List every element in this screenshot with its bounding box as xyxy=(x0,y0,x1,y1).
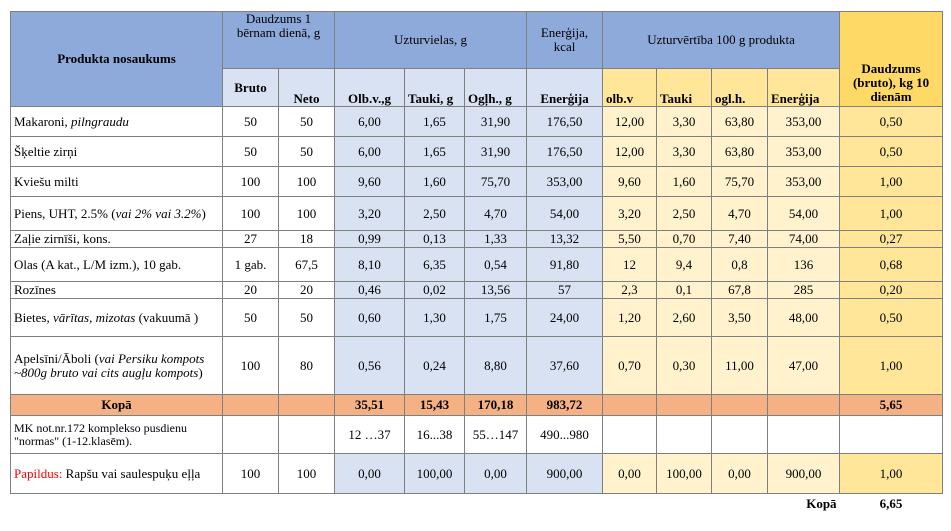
table-row xyxy=(11,167,943,197)
grand-total-value: 6,65 xyxy=(840,494,943,514)
cell-protein: 6,00 xyxy=(335,137,405,167)
cell-protein: 6,00 xyxy=(335,107,405,137)
header-energy-100g: Enerģija xyxy=(768,69,840,107)
table-row xyxy=(11,248,943,282)
cell-energy: 176,50 xyxy=(527,107,603,137)
header-protein-g: Olb.v.,g xyxy=(335,69,405,107)
total-carbs: 170,18 xyxy=(465,395,527,416)
cell-fat: 1,65 xyxy=(405,137,465,167)
product-name-cell xyxy=(11,137,223,167)
header-fat-g: Tauki, g xyxy=(405,69,465,107)
cell-carbs-100g: 7,40 xyxy=(712,231,768,248)
cell-carbs-100g: 63,80 xyxy=(712,137,768,167)
grand-total-label: Kopā xyxy=(768,494,840,514)
grand-total-row xyxy=(11,494,943,514)
extra-energy: 900,00 xyxy=(527,454,603,494)
cell-carbs: 31,90 xyxy=(465,107,527,137)
product-name-text: Šķeltie zirņi xyxy=(14,143,78,159)
norms-carbs: 55…147 xyxy=(465,416,527,454)
cell-fat: 6,35 xyxy=(405,248,465,282)
total-energy: 983,72 xyxy=(527,395,603,416)
norms-label: MK not.nr.172 komplekso pusdienu "normas" (1-12.klasēm). xyxy=(11,416,223,454)
nutrition-table xyxy=(10,11,943,514)
cell-energy: 13,32 xyxy=(527,231,603,248)
cell-quantity-10-days: 0,50 xyxy=(840,299,943,337)
cell-bruto: 1 gab. xyxy=(223,248,279,282)
cell-protein-100g: 1,20 xyxy=(603,299,657,337)
header-carbs-g: Ogļh., g xyxy=(465,69,527,107)
total-fat: 15,43 xyxy=(405,395,465,416)
cell-protein-100g: 12,00 xyxy=(603,137,657,167)
cell-protein: 0,46 xyxy=(335,282,405,299)
extra-fat-100g: 100,00 xyxy=(657,454,712,494)
header-nutrients: Uzturvielas, g xyxy=(335,12,527,69)
extra-protein-100g: 0,00 xyxy=(603,454,657,494)
extra-quantity: 1,00 xyxy=(840,454,943,494)
cell-fat-100g: 2,50 xyxy=(657,197,712,231)
cell-bruto: 50 xyxy=(223,299,279,337)
cell-energy: 176,50 xyxy=(527,137,603,167)
cell-protein-100g: 0,70 xyxy=(603,337,657,395)
product-name-cell xyxy=(11,248,223,282)
cell-fat-100g: 3,30 xyxy=(657,137,712,167)
cell-protein: 0,56 xyxy=(335,337,405,395)
product-name-text: Zaļie zirnīši, kons. xyxy=(14,231,111,246)
header-energy: Enerģija xyxy=(527,69,603,107)
product-rows xyxy=(11,107,943,395)
product-name-text: Olas (A kat., L/M izm.), 10 gab. xyxy=(14,256,182,272)
cell-carbs: 1,75 xyxy=(465,299,527,337)
cell-quantity-10-days: 0,50 xyxy=(840,137,943,167)
cell-quantity-10-days: 0,27 xyxy=(840,231,943,248)
cell-energy: 57 xyxy=(527,282,603,299)
cell-quantity-10-days: 0,20 xyxy=(840,282,943,299)
cell-protein: 0,60 xyxy=(335,299,405,337)
cell-energy: 37,60 xyxy=(527,337,603,395)
cell-quantity-10-days: 1,00 xyxy=(840,197,943,231)
cell-protein-100g: 2,3 xyxy=(603,282,657,299)
total-label: Kopā xyxy=(11,395,223,416)
product-name-cell xyxy=(11,197,223,231)
product-name-text: ) xyxy=(201,205,206,221)
cell-fat-100g: 9,4 xyxy=(657,248,712,282)
cell-carbs: 13,56 xyxy=(465,282,527,299)
product-name-cell xyxy=(11,231,223,248)
product-name-cell xyxy=(11,107,223,137)
cell-neto: 100 xyxy=(279,197,335,231)
cell-energy-100g: 54,00 xyxy=(768,197,840,231)
extra-fat: 100,00 xyxy=(405,454,465,494)
cell-energy-100g: 285 xyxy=(768,282,840,299)
cell-bruto: 50 xyxy=(223,107,279,137)
header-bruto: Bruto xyxy=(223,69,279,107)
product-name-text: Apelsīni/Āboli ( xyxy=(14,350,99,366)
product-name-cell xyxy=(11,167,223,197)
cell-fat: 0,13 xyxy=(405,231,465,248)
product-name-text: (vakuumā ) xyxy=(135,309,199,325)
cell-fat-100g: 1,60 xyxy=(657,167,712,197)
cell-neto: 50 xyxy=(279,107,335,137)
table-row xyxy=(11,337,943,395)
extra-prefix: Papildus: xyxy=(14,466,63,481)
cell-protein-100g: 5,50 xyxy=(603,231,657,248)
cell-bruto: 100 xyxy=(223,167,279,197)
norms-fat: 16...38 xyxy=(405,416,465,454)
extra-energy-100g: 900,00 xyxy=(768,454,840,494)
nutrition-table-container xyxy=(10,11,943,514)
cell-fat: 1,65 xyxy=(405,107,465,137)
cell-protein: 3,20 xyxy=(335,197,405,231)
cell-fat: 1,30 xyxy=(405,299,465,337)
cell-carbs-100g: 11,00 xyxy=(712,337,768,395)
cell-energy: 91,80 xyxy=(527,248,603,282)
extra-carbs: 0,00 xyxy=(465,454,527,494)
extra-carbs-100g: 0,00 xyxy=(712,454,768,494)
product-name-text: Piens, UHT, 2.5% ( xyxy=(14,205,116,221)
header-quantity-10-days: Daudzums (bruto), kg 10 dienām xyxy=(840,12,943,107)
cell-protein-100g: 12 xyxy=(603,248,657,282)
cell-bruto: 20 xyxy=(223,282,279,299)
total-quantity: 5,65 xyxy=(840,395,943,416)
table-row xyxy=(11,231,943,248)
cell-fat: 0,24 xyxy=(405,337,465,395)
cell-protein-100g: 3,20 xyxy=(603,197,657,231)
cell-energy-100g: 353,00 xyxy=(768,107,840,137)
norms-energy: 490...980 xyxy=(527,416,603,454)
cell-protein: 0,99 xyxy=(335,231,405,248)
header-protein-100g: olb.v xyxy=(603,69,657,107)
product-name-italic: pilngraudu xyxy=(71,113,129,129)
extra-product-name xyxy=(11,454,223,494)
cell-carbs: 1,33 xyxy=(465,231,527,248)
cell-carbs-100g: 75,70 xyxy=(712,167,768,197)
product-name-cell xyxy=(11,337,223,395)
cell-energy-100g: 48,00 xyxy=(768,299,840,337)
cell-energy-100g: 353,00 xyxy=(768,167,840,197)
cell-neto: 20 xyxy=(279,282,335,299)
cell-carbs: 8,80 xyxy=(465,337,527,395)
cell-bruto: 27 xyxy=(223,231,279,248)
product-name-text: ) xyxy=(198,364,203,380)
cell-energy-100g: 136 xyxy=(768,248,840,282)
cell-energy: 54,00 xyxy=(527,197,603,231)
extra-bruto: 100 xyxy=(223,454,279,494)
header-fat-100g: Tauki xyxy=(657,69,712,107)
cell-carbs: 4,70 xyxy=(465,197,527,231)
product-name-text: Bietes, xyxy=(14,309,53,325)
cell-quantity-10-days: 1,00 xyxy=(840,337,943,395)
cell-carbs: 75,70 xyxy=(465,167,527,197)
total-row xyxy=(11,395,943,416)
product-name-cell xyxy=(11,282,223,299)
product-name-italic: vārītas, mizotas xyxy=(53,309,136,325)
cell-energy: 353,00 xyxy=(527,167,603,197)
table-row xyxy=(11,107,943,137)
extra-row xyxy=(11,454,943,494)
table-row xyxy=(11,299,943,337)
cell-carbs-100g: 0,8 xyxy=(712,248,768,282)
cell-neto: 100 xyxy=(279,167,335,197)
product-name-text: Kviešu milti xyxy=(14,173,79,189)
cell-carbs: 0,54 xyxy=(465,248,527,282)
cell-neto: 80 xyxy=(279,337,335,395)
header-value-per-100g: Uzturvērtība 100 g produkta xyxy=(603,12,840,69)
table-row xyxy=(11,282,943,299)
product-name-italic: vai Persiku kompots ~800g bruto vai cits augļu kompots xyxy=(14,350,205,380)
cell-fat-100g: 0,70 xyxy=(657,231,712,248)
header-product-name: Produkta nosaukums xyxy=(11,12,223,107)
table-row xyxy=(11,137,943,167)
extra-name: Rapšu vai saulespuķu eļļa xyxy=(62,466,201,481)
cell-carbs-100g: 3,50 xyxy=(712,299,768,337)
product-name-text: Makaroni, xyxy=(14,113,72,129)
cell-quantity-10-days: 0,68 xyxy=(840,248,943,282)
header-neto: Neto xyxy=(279,69,335,107)
header-quantity-per-child: Daudzums 1 bērnam dienā, g xyxy=(223,12,335,69)
cell-carbs-100g: 63,80 xyxy=(712,107,768,137)
cell-protein-100g: 12,00 xyxy=(603,107,657,137)
cell-carbs-100g: 4,70 xyxy=(712,197,768,231)
cell-fat-100g: 3,30 xyxy=(657,107,712,137)
cell-bruto: 100 xyxy=(223,337,279,395)
cell-neto: 50 xyxy=(279,299,335,337)
cell-quantity-10-days: 1,00 xyxy=(840,167,943,197)
cell-quantity-10-days: 0,50 xyxy=(840,107,943,137)
cell-fat: 0,02 xyxy=(405,282,465,299)
cell-energy: 24,00 xyxy=(527,299,603,337)
cell-fat: 2,50 xyxy=(405,197,465,231)
cell-carbs-100g: 67,8 xyxy=(712,282,768,299)
norms-protein: 12 …37 xyxy=(335,416,405,454)
cell-bruto: 50 xyxy=(223,137,279,167)
product-name-italic: vai 2% vai 3.2% xyxy=(115,205,202,221)
cell-neto: 67,5 xyxy=(279,248,335,282)
header-energy-kcal: Enerģija, kcal xyxy=(527,12,603,69)
header-carbs-100g: ogl.h. xyxy=(712,69,768,107)
cell-fat-100g: 0,30 xyxy=(657,337,712,395)
cell-neto: 50 xyxy=(279,137,335,167)
cell-fat: 1,60 xyxy=(405,167,465,197)
norms-row xyxy=(11,416,943,454)
cell-protein: 8,10 xyxy=(335,248,405,282)
extra-neto: 100 xyxy=(279,454,335,494)
cell-energy-100g: 74,00 xyxy=(768,231,840,248)
cell-protein: 9,60 xyxy=(335,167,405,197)
cell-protein-100g: 9,60 xyxy=(603,167,657,197)
cell-fat-100g: 2,60 xyxy=(657,299,712,337)
product-name-text: Rozīnes xyxy=(14,282,56,297)
cell-bruto: 100 xyxy=(223,197,279,231)
table-row xyxy=(11,197,943,231)
cell-energy-100g: 353,00 xyxy=(768,137,840,167)
cell-energy-100g: 47,00 xyxy=(768,337,840,395)
cell-fat-100g: 0,1 xyxy=(657,282,712,299)
total-protein: 35,51 xyxy=(335,395,405,416)
product-name-cell xyxy=(11,299,223,337)
cell-neto: 18 xyxy=(279,231,335,248)
extra-protein: 0,00 xyxy=(335,454,405,494)
cell-carbs: 31,90 xyxy=(465,137,527,167)
